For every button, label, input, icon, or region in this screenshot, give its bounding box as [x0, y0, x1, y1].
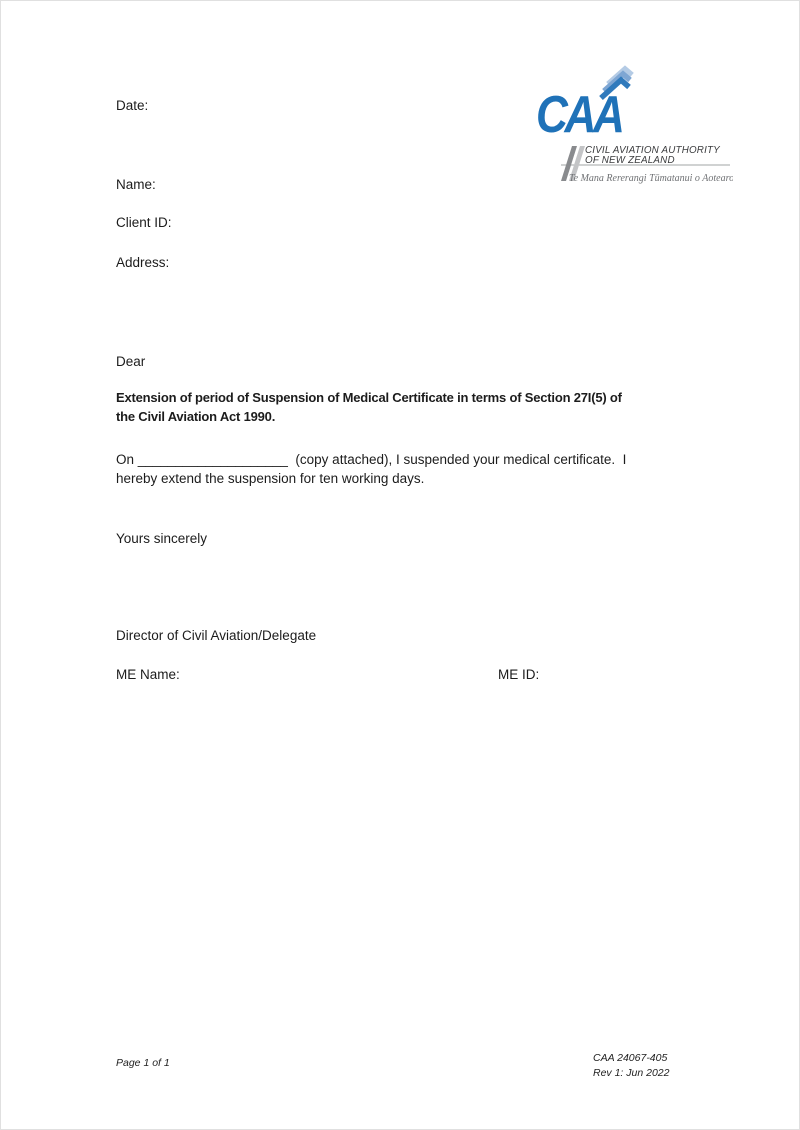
footer-doc-info — [593, 1051, 669, 1081]
subject-heading — [116, 388, 726, 426]
subject-line-1: Extension of period of Suspension of Medical Certificate in terms of Section 27I(5) of — [116, 390, 622, 405]
signatory: Director of Civil Aviation/Delegate — [116, 628, 317, 643]
salutation: Dear — [116, 354, 146, 369]
name-label: Name: — [116, 177, 156, 192]
footer-doc-code: CAA 24067-405 — [593, 1052, 668, 1064]
footer-page-number: Page 1 of 1 — [116, 1057, 170, 1069]
caa-logo-graphic — [528, 64, 733, 188]
client-id-label: Client ID: — [116, 215, 172, 230]
date-label: Date: — [116, 98, 149, 113]
brand-tagline: Te Mana Rererangi Tūmatanui o Aotearoa — [569, 173, 733, 184]
me-name-label: ME Name: — [116, 667, 180, 682]
org-name-line1: CIVIL AVIATION AUTHORITY — [585, 145, 720, 156]
body-line-2: hereby extend the suspension for ten working days. — [116, 471, 425, 486]
address-label: Address: — [116, 255, 170, 270]
footer-revision: Rev 1: Jun 2022 — [593, 1067, 670, 1079]
caa-wordmark: CAA — [536, 85, 622, 144]
closing: Yours sincerely — [116, 531, 208, 546]
subject-line-2: the Civil Aviation Act 1990. — [116, 409, 276, 424]
body-line-1: On ____________________ (copy attached), I suspended your medical certificate. I — [116, 452, 627, 467]
org-name-line2: OF NEW ZEALAND — [585, 155, 675, 166]
body-paragraph — [116, 450, 726, 488]
me-id-label: ME ID: — [498, 667, 540, 682]
caa-logo — [528, 64, 733, 188]
